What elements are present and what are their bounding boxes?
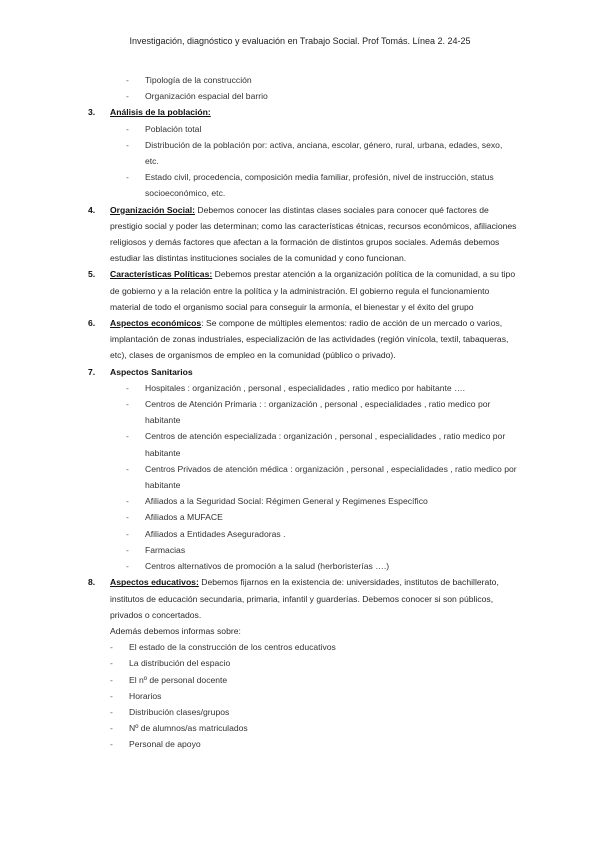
list-item-text: Organización espacial del barrio <box>145 91 268 102</box>
list-item <box>88 639 518 655</box>
section-3 <box>88 104 518 120</box>
section-text: Debemos prestar atención a la organización política de la comunidad, a su tipo de gobierno y a la relación entre la política y la administración. El gobierno regula el funcionamiento material de todo el organismo social para conseguir la armonía, el bienestar y el éxito del grupo <box>110 269 516 312</box>
bullet-dash: - <box>110 723 113 734</box>
list-item <box>88 720 518 736</box>
section-6 <box>88 315 518 364</box>
bullet-dash: - <box>126 399 129 410</box>
list-item-text: La distribución del espacio <box>129 658 231 669</box>
document-body <box>88 72 518 753</box>
bullet-dash: - <box>126 172 129 183</box>
section-heading: Aspectos Sanitarios <box>110 366 193 377</box>
list-item-text: El nº de personal docente <box>129 674 228 685</box>
list-item <box>88 461 518 493</box>
bullet-dash: - <box>110 642 113 653</box>
list-item <box>88 736 518 752</box>
bullet-dash: - <box>110 706 113 717</box>
list-item <box>88 688 518 704</box>
bullet-dash: - <box>126 75 129 85</box>
bullet-dash: - <box>126 463 129 474</box>
section-text: : Se compone de múltiples elementos: radio de acción de un mercado o varios, implantación de zonas industriales, especialización de las actividades (región vinícola, textil, tabaqueras, etc), clases de organismos de empleo en la comunidad (público o privado). <box>110 318 509 361</box>
list-item-text: Hospitales : organización , personal , especialidades , ratio medico por habitante …. <box>145 382 466 393</box>
list-item <box>88 509 518 525</box>
bullet-dash: - <box>126 139 129 150</box>
list-item <box>88 169 518 201</box>
list-item <box>88 137 518 169</box>
list-item-text: Centros alternativos de promoción a la salud (herboristerías ….) <box>145 561 390 572</box>
list-item-text: Nº de alumnos/as matriculados <box>129 723 248 734</box>
list-item <box>88 396 518 428</box>
section-heading: Organización Social: <box>110 204 196 215</box>
section-8 <box>88 574 518 623</box>
list-item <box>88 493 518 509</box>
list-item <box>88 542 518 558</box>
section-heading: Características Políticas: <box>110 269 213 280</box>
page-header: Investigación, diagnóstico y evaluación en Trabajo Social. Prof Tomás. Línea 2. 24-25 <box>129 36 471 46</box>
list-item <box>88 88 518 104</box>
section-number: 6. <box>88 318 96 329</box>
list-item-text: Distribución clases/grupos <box>129 706 230 717</box>
bullet-dash: - <box>126 496 129 507</box>
section-text: Debemos fijarnos en la existencia de: universidades, institutos de bachillerato, institutos de educación secundaria, primaria, infantil y guarderías. Debemos conocer si son públicos, privados o concertados. <box>110 577 499 620</box>
list-item <box>88 428 518 460</box>
list-item-text: Población total <box>145 123 202 134</box>
list-item-text: Afiliados a MUFACE <box>145 512 223 523</box>
section-number: 7. <box>88 366 96 377</box>
list-item <box>88 526 518 542</box>
bullet-dash: - <box>126 382 129 393</box>
list-item-text: Horarios <box>129 690 162 701</box>
section-4 <box>88 202 518 267</box>
section-text: Debemos conocer las distintas clases sociales para conocer qué factores de prestigio social y poder las determinan; como las características étnicas, recursos económicos, afiliaciones religiosos y demás factores que afectan a la formación de distintos grupos sociales. Además debemos estudiar las distintas instituciones sociales de la comunidad y cono funcionan. <box>110 204 517 264</box>
list-item-text: Centros Privados de atención médica : organización , personal , especialidades , ratio medico por habitante <box>145 463 517 491</box>
list-item <box>88 72 518 88</box>
section-heading: Análisis de la población: <box>110 107 211 118</box>
list-item <box>88 380 518 396</box>
list-item-text: Centros de atención especializada : organización , personal , especialidades , ratio medico por habitante <box>145 431 506 458</box>
list-item <box>88 672 518 688</box>
bullet-dash: - <box>126 91 129 102</box>
bullet-dash: - <box>126 431 129 442</box>
list-item <box>88 704 518 720</box>
section-heading: Aspectos económicos <box>110 318 202 329</box>
list-item-text: Afiliados a Entidades Aseguradoras . <box>145 528 286 539</box>
section-heading: Aspectos educativos: <box>110 577 199 588</box>
list-item-text: Centros de Atención Primaria : : organización , personal , especialidades , ratio medico por habitante <box>145 399 491 426</box>
section-number: 5. <box>88 269 96 280</box>
section-number: 4. <box>88 204 96 215</box>
list-item-text: Personal de apoyo <box>129 739 201 750</box>
bullet-dash: - <box>126 123 129 134</box>
list-item-text: Afiliados a la Seguridad Social: Régimen General y Regimenes Específico <box>145 496 428 507</box>
list-item-text: Distribución de la población por: activa, anciana, escolar, género, rural, urbana, edades, sexo, etc. <box>145 139 503 167</box>
list-item-text: Estado civil, procedencia, composición media familiar, profesión, nivel de instrucción, status socioeconómico, etc. <box>145 172 494 199</box>
section-intro: Además debemos informas sobre: <box>110 625 241 636</box>
section-5 <box>88 266 518 315</box>
bullet-dash: - <box>126 512 129 523</box>
list-item-text: Farmacias <box>145 544 186 555</box>
list-item <box>88 655 518 671</box>
section-7 <box>88 364 518 380</box>
list-item-text: Tipología de la construcción <box>145 75 252 85</box>
section-number: 3. <box>88 107 96 118</box>
bullet-dash: - <box>110 739 113 750</box>
bullet-dash: - <box>110 674 113 685</box>
bullet-dash: - <box>110 690 113 701</box>
bullet-dash: - <box>110 658 113 669</box>
list-item <box>88 121 518 137</box>
list-item-text: El estado de la construcción de los centros educativos <box>129 642 336 653</box>
bullet-dash: - <box>126 528 129 539</box>
section-number: 8. <box>88 577 96 588</box>
list-item <box>88 558 518 574</box>
bullet-dash: - <box>126 544 129 555</box>
bullet-dash: - <box>126 561 129 572</box>
